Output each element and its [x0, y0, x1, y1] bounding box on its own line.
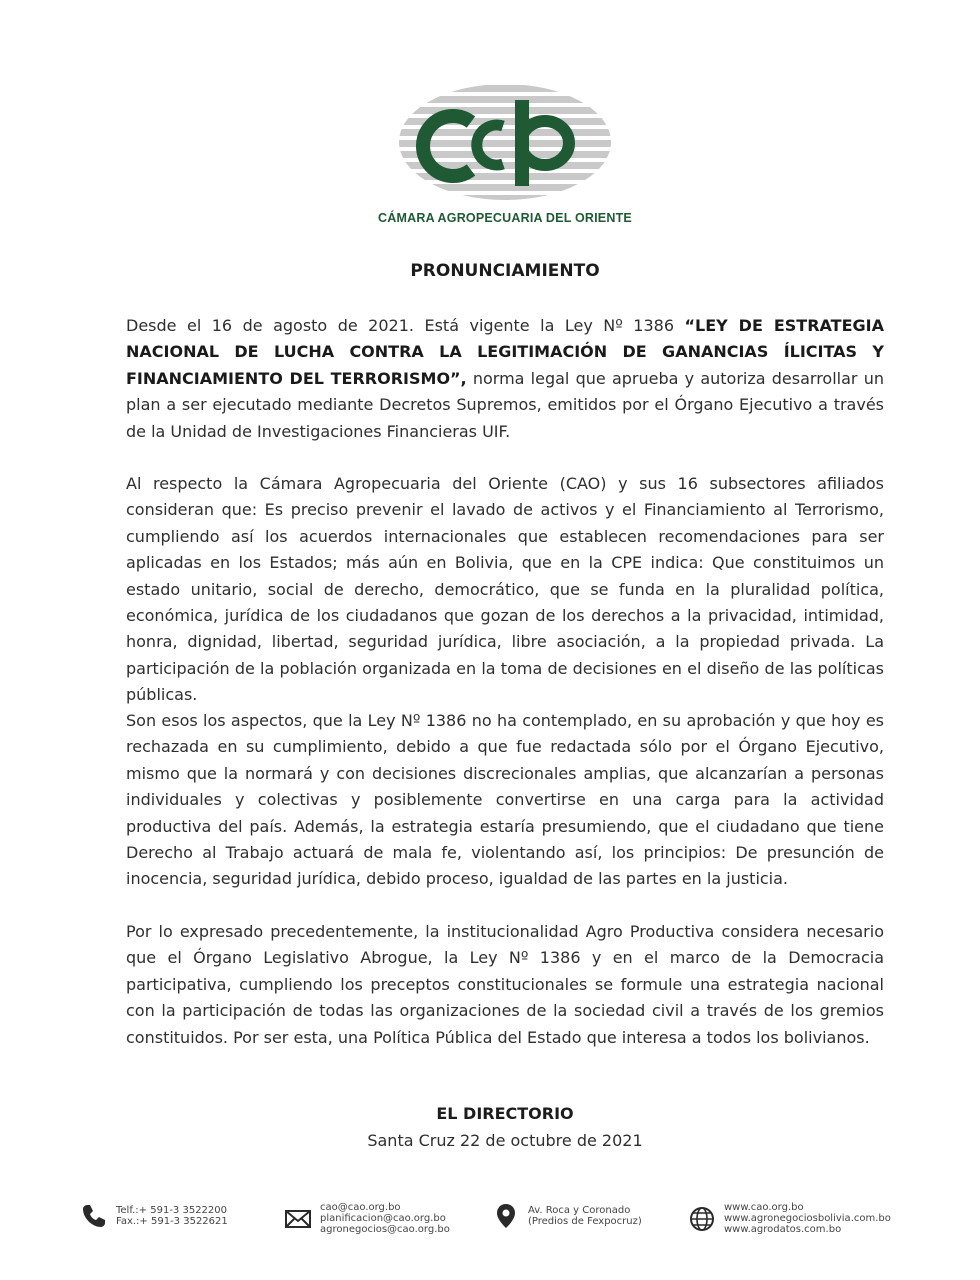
phone-line: Telf.:+ 591-3 3522200: [116, 1205, 228, 1216]
paragraph-2: Al respecto la Cámara Agropecuaria del Oriente (CAO) y sus 16 subsectores afiliados consideran que: Es preciso prevenir el lavado de activos y el Financiamiento al Terrorismo, cumpliendo así los acuerdos internacionales que establecen recomendaciones para ser aplicadas en los Estados; más aún en Bolivia, que en la CPE indica: Que constituimos un estado unitario, social de derecho, democrático, que se funda en la pluralidad política, económica, jurídica de los ciudadanos que gozan de los derechos a la privacidad, intimidad, honra, dignidad, libertad, seguridad jurídica, libre asociación, a la propiedad privada. La participación de la población organizada en la toma de decisiones en el diseño de las políticas públicas.: [126, 474, 884, 705]
footer-email: [284, 1202, 450, 1235]
signature: EL DIRECTORIO: [436, 1104, 574, 1123]
address-line: (Predios de Fexpocruz): [528, 1216, 642, 1227]
place-date: Santa Cruz 22 de octubre de 2021: [367, 1131, 643, 1150]
globe-icon: [688, 1205, 716, 1233]
footer-phone: [80, 1202, 228, 1230]
location-pin-icon: [492, 1202, 520, 1230]
cao-logo: [395, 80, 615, 204]
address-line: Av. Roca y Coronado: [528, 1205, 631, 1216]
cao-logo-graphic: [395, 80, 615, 204]
website-link[interactable]: www.cao.org.bo: [724, 1202, 804, 1213]
envelope-icon: [284, 1205, 312, 1233]
footer-address: [492, 1202, 642, 1230]
website-link[interactable]: www.agronegociosbolivia.com.bo: [724, 1213, 891, 1224]
footer-web: [688, 1202, 891, 1235]
law-title: “LEY DE ESTRATEGIA NACIONAL DE LUCHA CONTRA LA LEGITIMACIÓN DE GANANCIAS ÍLICITAS Y FINANCIAMIENTO DEL TERRORISMO”,: [126, 316, 884, 388]
website-link[interactable]: www.agrodatos.com.bo: [724, 1224, 842, 1235]
document-title: PRONUNCIAMIENTO: [410, 261, 600, 281]
paragraph-1: [126, 313, 884, 445]
paragraph-1-rest: norma legal que aprueba y autoriza desarrollar un plan a ser ejecutado mediante Decretos Supremos, emitidos por el Órgano Ejecutivo a través de la Unidad de Investigaciones Financieras UIF.: [126, 368, 884, 441]
email-link[interactable]: agronegocios@cao.org.bo: [320, 1224, 450, 1235]
paragraph-4: Por lo expresado precedentemente, la institucionalidad Agro Productiva considera necesario que el Órgano Legislativo Abrogue, la Ley Nº 1386 y en el marco de la Democracia participativa, cumpliendo los preceptos constitucionales se formule una estrategia nacional con la participación de todas las organizaciones de la sociedad civil a través de los gremios constituidos. Por ser esta, una Política Pública del Estado que interesa a todos los bolivianos.: [126, 922, 884, 1047]
logo-bar: [515, 100, 529, 186]
paragraph-3: Son esos los aspectos, que la Ley Nº 1386 no ha contemplado, en su aprobación y que hoy es rechazada en su cumplimiento, debido a que fue redactada sólo por el Órgano Ejecutivo, mismo que la normará y con decisiones discrecionales amplias, que alcanzarían a personas individuales y colectivas y posiblemente convertirse en una carga para la actividad productiva del país. Además, la estrategia estaría presumiendo, que el ciudadano que tiene Derecho al Trabajo actuará de mala fe, violentando así, los principios: De presunción de inocencia, seguridad jurídica, debido proceso, igualdad de las partes en la justicia.: [126, 711, 884, 889]
paragraph-1-intro: Desde el 16 de agosto de 2021. Está vigente la Ley Nº 1386: [126, 316, 685, 335]
organization-name: CÁMARA AGROPECUARIA DEL ORIENTE: [378, 211, 632, 225]
email-link[interactable]: cao@cao.org.bo: [320, 1202, 401, 1213]
phone-icon: [80, 1202, 108, 1230]
fax-line: Fax.:+ 591-3 3522621: [116, 1216, 228, 1227]
email-link[interactable]: planificacion@cao.org.bo: [320, 1213, 446, 1224]
